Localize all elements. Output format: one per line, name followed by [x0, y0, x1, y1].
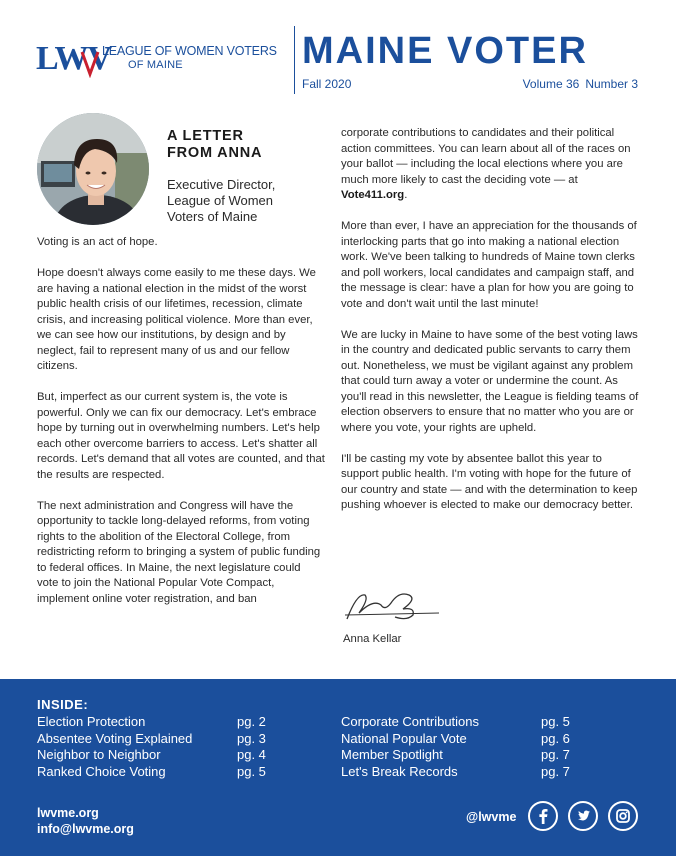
instagram-icon[interactable] — [608, 801, 638, 831]
social-handle: @lwvme — [466, 810, 517, 824]
toc-page: pg. 5 — [541, 714, 570, 729]
twitter-glyph — [570, 803, 596, 829]
letter-title — [167, 128, 262, 162]
author-byline — [167, 177, 275, 225]
author-photo — [37, 113, 149, 225]
footer-band — [0, 679, 676, 856]
toc-title: Member Spotlight — [341, 747, 443, 762]
letter-column-left — [37, 235, 325, 623]
toc-title: Absentee Voting Explained — [37, 730, 193, 746]
letter-paragraph: The next administration and Congress will have the opportunity to tackle long-delayed reforms, from voting rights to the abolition of the Electoral College, from redistricting reform to bringing a system of public funding to federal offices. In Maine, the next legislature could vote to join the National Popular Vote Compact, implement online voter registration, and ban — [37, 499, 321, 605]
email-link[interactable]: info@lwvme.org — [37, 822, 134, 836]
letter-paragraph: We are lucky in Maine to have some of the best voting laws in the country and dedicated public servants to carry them out. Nonetheless, we must be vigilant against any problem that could turn away a voter or undermine the count. As you'll read in this newsletter, the League is fielding teams of election observers to ensure that no matter who you are or where you vote, your rights are upheld. — [341, 328, 639, 434]
byline-line: League of Women — [167, 193, 273, 208]
toc-title: Neighbor to Neighbor — [37, 747, 161, 762]
toc-left-column — [37, 714, 277, 780]
toc-right-column — [341, 714, 581, 780]
facebook-icon[interactable] — [528, 801, 558, 831]
toc-page: pg. 7 — [541, 747, 570, 762]
toc-page: pg. 2 — [237, 714, 266, 729]
toc-title: Election Protection — [37, 714, 146, 729]
letter-paragraph: Voting is an act of hope. — [37, 236, 158, 248]
masthead-title: MAINE VOTER — [302, 30, 588, 72]
toc-title: National Popular Vote — [341, 730, 467, 746]
facebook-glyph — [530, 803, 556, 829]
volume-number: Volume 36 — [522, 77, 580, 91]
letter-title-line: FROM ANNA — [167, 145, 263, 161]
toc-title: Corporate Contributions — [341, 714, 480, 729]
toc-page: pg. 5 — [237, 763, 266, 779]
issue-number: Number 3 — [585, 77, 638, 91]
issue-volume — [517, 77, 638, 91]
vote411-link[interactable]: Vote411.org — [341, 189, 405, 201]
toc-item[interactable] — [341, 714, 581, 731]
header-divider — [294, 26, 295, 94]
letter-paragraph: I'll be casting my vote by absentee ballot this year to support public health. I'm voting with hope for the future of our country and state — and with the determination to keep pushing whoever is elected to make our democracy better. — [341, 452, 638, 511]
toc-item[interactable] — [341, 747, 581, 764]
instagram-glyph — [610, 803, 636, 829]
toc-item[interactable] — [37, 764, 277, 781]
letter-column-right — [341, 126, 641, 529]
toc-item[interactable] — [37, 747, 277, 764]
logo-check-icon — [80, 48, 100, 78]
logo-org-sub: OF MAINE — [128, 59, 183, 71]
toc-item[interactable] — [341, 731, 581, 748]
contact-info — [37, 805, 134, 837]
toc-page: pg. 4 — [237, 747, 266, 762]
signature — [343, 585, 443, 627]
letter-paragraph: More than ever, I have an appreciation for the thousands of interlocking parts that go into making a national election work. We've been talking to hundreds of Maine town clerks and poll workers, local candidates and campaign staff, and the message is clear: have a plan for how you are going to vote and don't wait until the last minute! — [341, 220, 637, 310]
lwv-logo — [36, 40, 286, 80]
byline-line: Voters of Maine — [167, 209, 258, 224]
paragraph-end: . — [404, 189, 408, 201]
author-photo-illustration — [37, 113, 149, 225]
letter-title-line: A LETTER — [167, 128, 244, 144]
signer-name: Anna Kellar — [343, 633, 402, 645]
toc-page: pg. 7 — [541, 763, 570, 779]
website-link[interactable]: lwvme.org — [37, 806, 99, 820]
logo-org-name: LEAGUE OF WOMEN VOTERS — [102, 44, 277, 58]
letter-paragraph: Hope doesn't always come easily to me these days. We are having a national election in the midst of the worst public health crisis of our lifetimes, recession, climate crisis, and increasing political violence. More than ever, we can see how our institutions, by design and by neglect, fail to represent many of us and our fellow citizens. — [37, 267, 316, 372]
letter-paragraph: But, imperfect as our current system is, the vote is powerful. Only we can fix our democracy. Let's embrace hope by turning out in overwhelming numbers. Let's help each other overcome barriers to access. Let's shatter all records. Let's demand that all votes are counted, and that the results are respected. — [37, 391, 325, 481]
toc-page: pg. 3 — [237, 730, 266, 746]
byline-line: Executive Director, — [167, 177, 276, 192]
letter-paragraph — [341, 126, 641, 204]
toc-title: Let's Break Records — [341, 763, 458, 779]
paragraph-text: corporate contributions to candidates and their political action committees. You can learn about all of the races on your ballot — including the local elections where you are much more likely to cast the deciding vote — at — [341, 127, 631, 186]
toc-item[interactable] — [37, 714, 277, 731]
issue-season: Fall 2020 — [302, 77, 352, 91]
toc-page: pg. 6 — [541, 730, 570, 746]
logo-mark: LWV — [36, 40, 112, 77]
inside-label: INSIDE: — [37, 697, 89, 712]
toc-title: Ranked Choice Voting — [37, 763, 166, 779]
twitter-icon[interactable] — [568, 801, 598, 831]
toc-item[interactable] — [37, 731, 277, 748]
toc-item[interactable] — [341, 764, 581, 781]
